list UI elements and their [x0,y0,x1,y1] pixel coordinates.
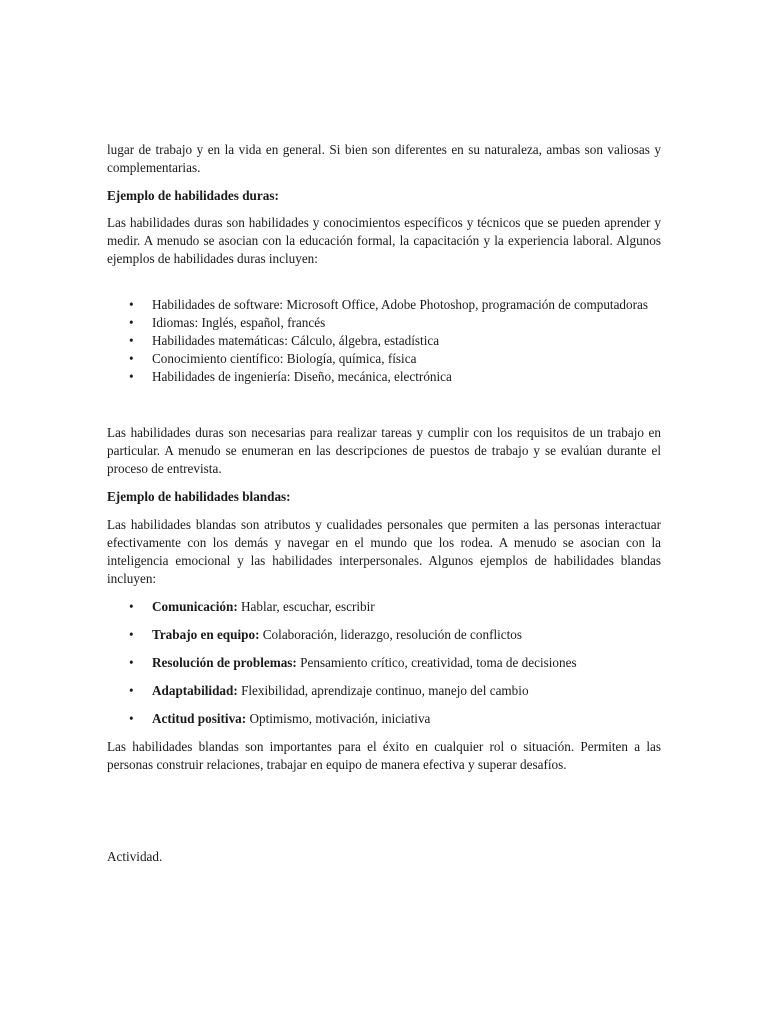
bullet-icon: • [129,315,134,330]
bullet-icon: • [129,297,134,312]
hard-skills-intro: Las habilidades duras son habilidades y conocimientos específicos y técnicos que se pueden aprender y medir. A menudo se asocian con la educación formal, la capacitación y la experiencia laboral. Algunos ejemplos de habilidades duras incluyen: [107,215,661,266]
list-item [107,296,661,314]
soft-skills-intro: Las habilidades blandas son atributos y cualidades personales que permiten a las personas interactuar efectivamente con los demás y navegar en el mundo que los rodea. A menudo se asocian con la inteligencia emocional y las habilidades interpersonales. Algunos ejemplos de habilidades blandas incluyen: [107,517,661,586]
bullet-icon: • [129,627,134,642]
bullet-icon: • [129,333,134,348]
activity-label: Actividad. [107,849,163,864]
soft-skill-term: Comunicación: [152,599,238,614]
hard-skill-text: Conocimiento científico: Biología, química, física [152,351,417,366]
bullet-icon: • [129,599,134,614]
list-item [107,314,661,332]
list-item [107,626,661,644]
hard-skill-text: Habilidades matemáticas: Cálculo, álgebra, estadística [152,333,440,348]
soft-skill-desc: Pensamiento crítico, creatividad, toma de decisiones [296,655,577,670]
soft-skill-desc: Hablar, escuchar, escribir [237,599,375,614]
hard-skill-text: Habilidades de software: Microsoft Office, Adobe Photoshop, programación de computadoras [152,297,648,312]
soft-skill-term: Adaptabilidad: [152,683,238,698]
intro-continuation: lugar de trabajo y en la vida en general. Si bien son diferentes en su naturaleza, ambas son valiosas y complementarias. [107,142,661,175]
soft-skill-term: Actitud positiva: [152,711,247,726]
bullet-icon: • [129,351,134,366]
hard-skill-text: Idiomas: Inglés, español, francés [152,315,326,330]
list-item [107,350,661,368]
soft-skill-desc: Flexibilidad, aprendizaje continuo, manejo del cambio [237,683,529,698]
soft-skill-desc: Optimismo, motivación, iniciativa [246,711,431,726]
soft-skills-closing: Las habilidades blandas son importantes para el éxito en cualquier rol o situación. Permiten a las personas construir relaciones, trabajar en equipo de manera efectiva y superar desafíos. [107,739,661,772]
bullet-icon: • [129,683,134,698]
list-item [107,368,661,386]
list-item [107,710,661,728]
soft-skills-heading: Ejemplo de habilidades blandas: [107,489,291,504]
soft-skill-term: Resolución de problemas: [152,655,297,670]
soft-skill-desc: Colaboración, liderazgo, resolución de conflictos [259,627,523,642]
list-item [107,598,661,616]
bullet-icon: • [129,711,134,726]
hard-skills-list [107,296,661,386]
list-item [107,682,661,700]
hard-skills-closing: Las habilidades duras son necesarias para realizar tareas y cumplir con los requisitos de un trabajo en particular. A menudo se enumeran en las descripciones de puestos de trabajo y se evalúan durante el proceso de entrevista. [107,425,661,476]
document-body [107,141,661,866]
list-item [107,332,661,350]
hard-skills-heading: Ejemplo de habilidades duras: [107,188,279,203]
soft-skill-term: Trabajo en equipo: [152,627,260,642]
hard-skill-text: Habilidades de ingeniería: Diseño, mecánica, electrónica [152,369,452,384]
soft-skills-list [107,598,661,728]
bullet-icon: • [129,369,134,384]
bullet-icon: • [129,655,134,670]
list-item [107,654,661,672]
